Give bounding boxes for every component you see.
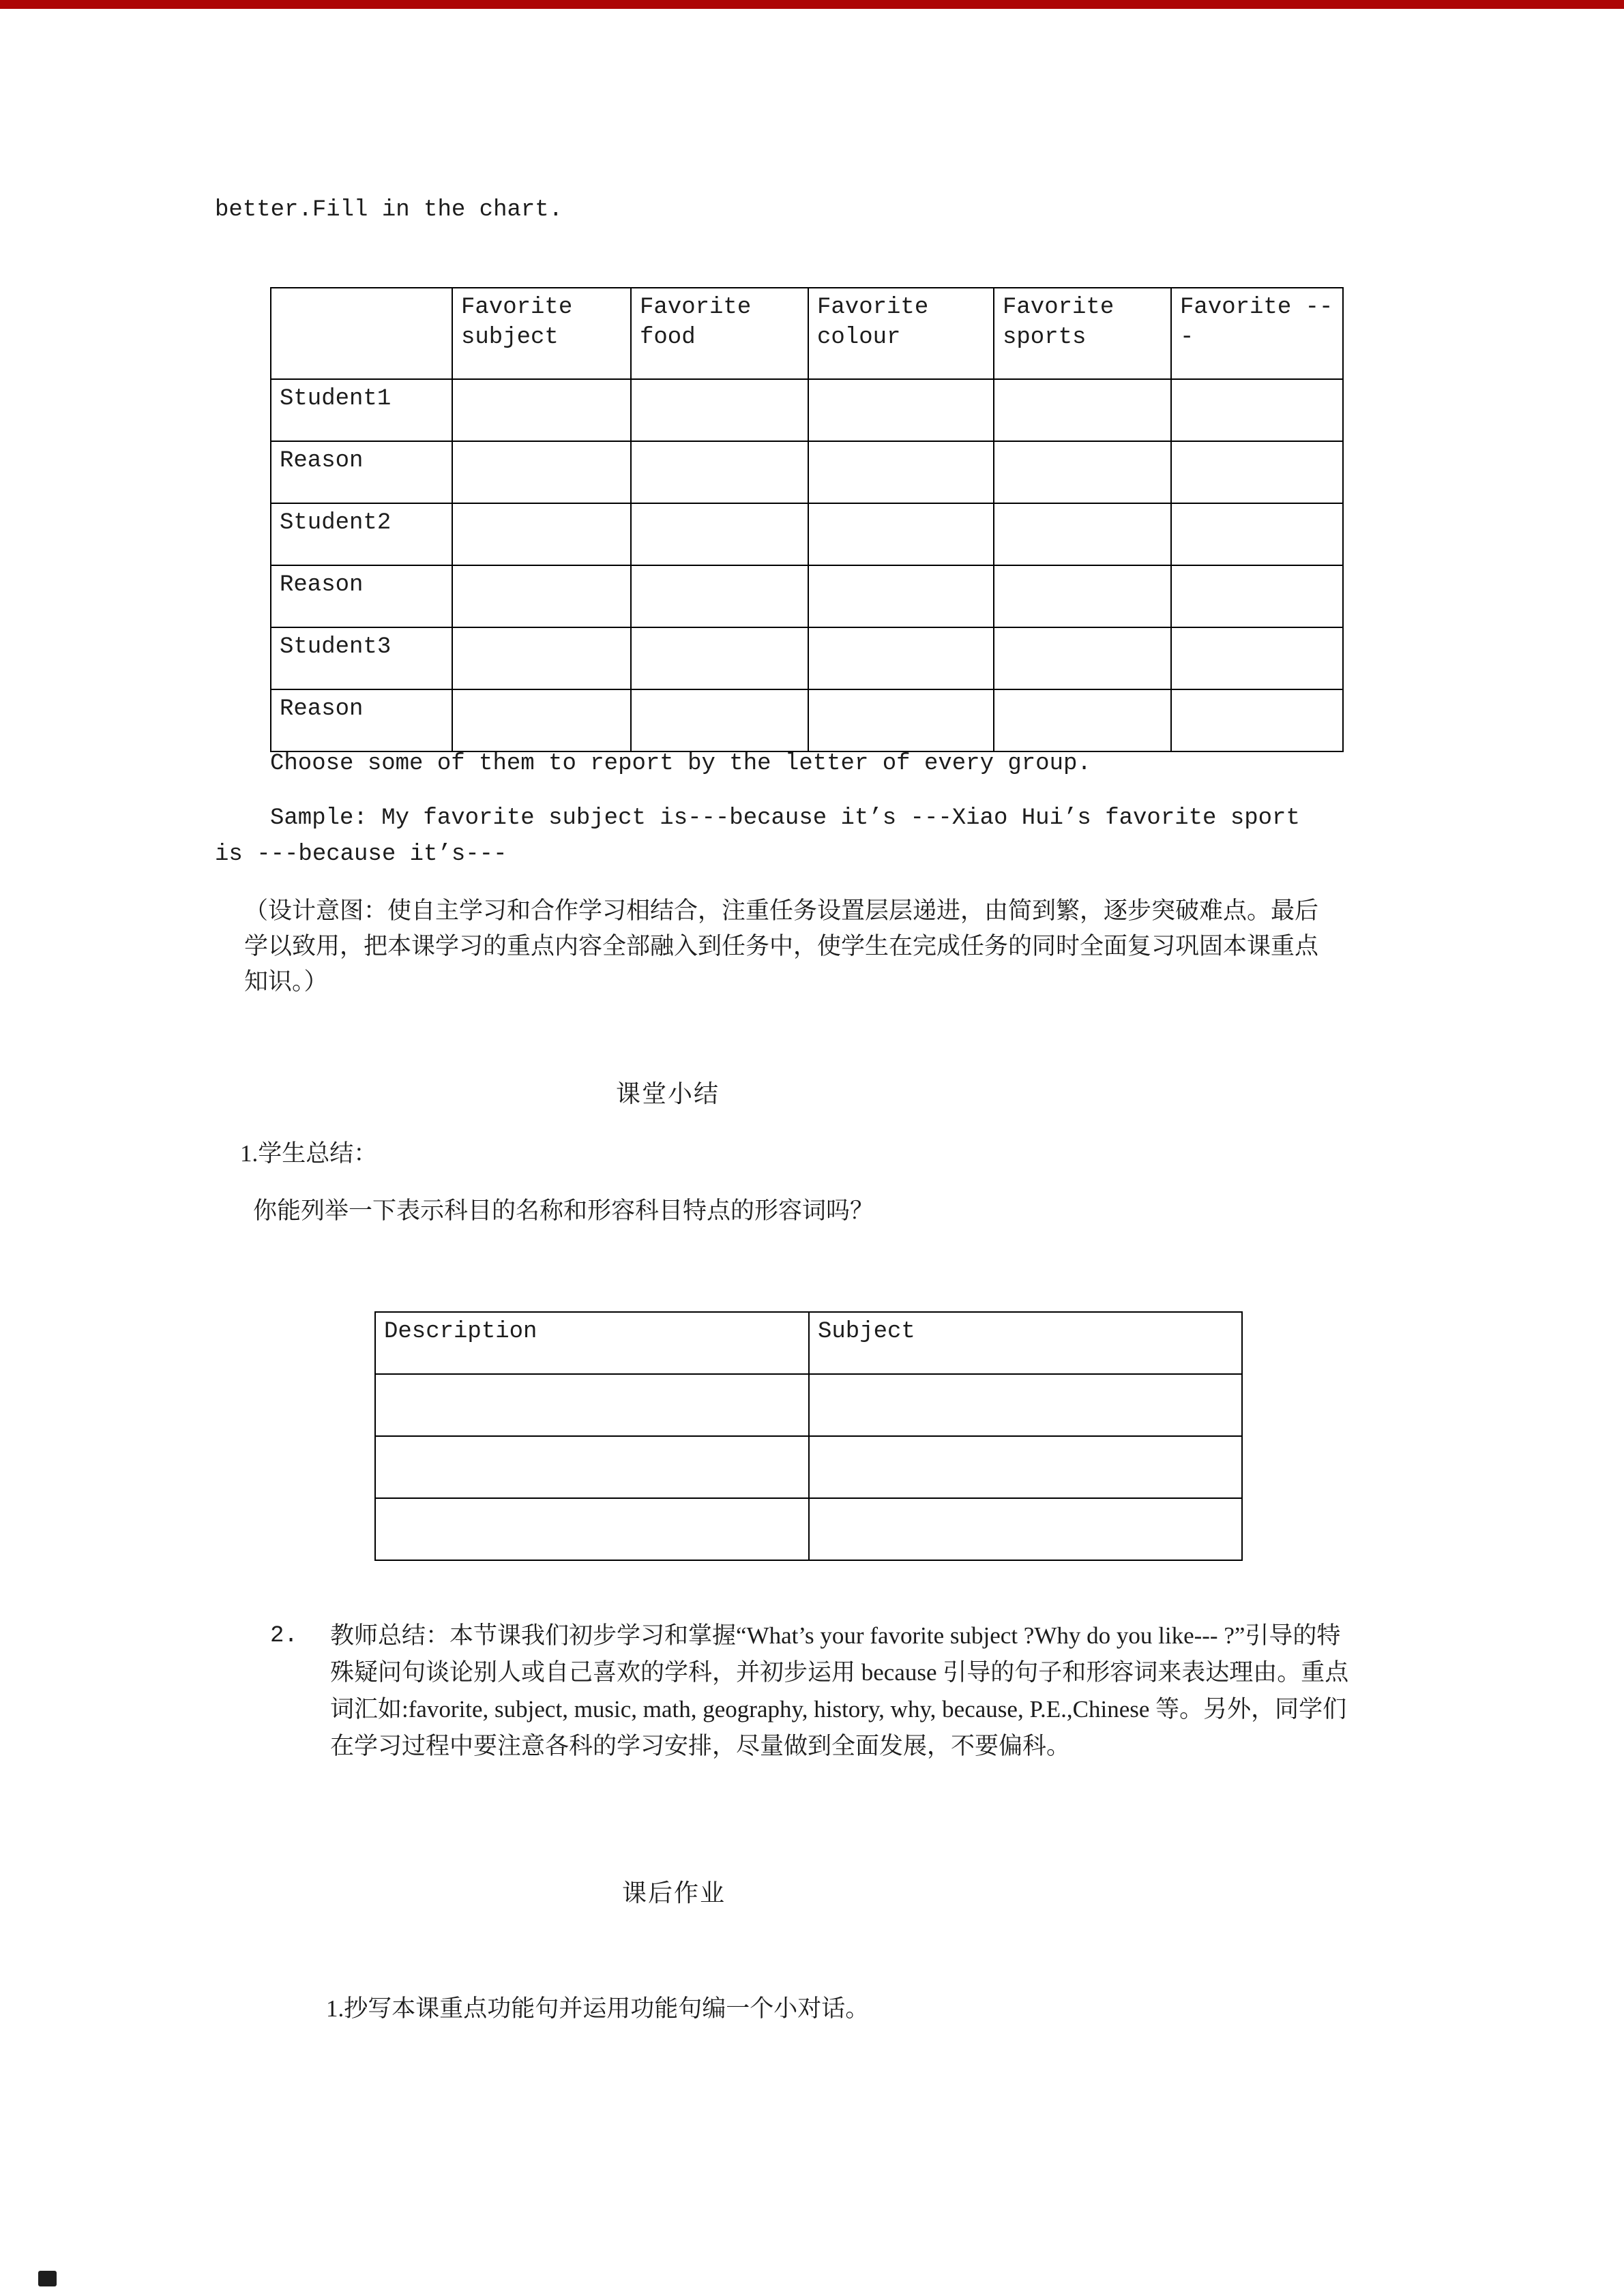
row-label-cell: Reason (271, 689, 452, 751)
chart-table-row-student3 (271, 627, 1343, 689)
header-cell-favorite-sports: Favorite sports (994, 288, 1171, 379)
empty-cell (808, 503, 994, 565)
chart-table-row-reason3 (271, 689, 1343, 751)
description-subject-table (374, 1311, 1243, 1561)
empty-cell (452, 565, 631, 627)
empty-cell (631, 379, 808, 441)
header-cell-subject: Subject (809, 1312, 1242, 1374)
sample-line-1: Sample: My favorite subject is---because it’s ---Xiao Hui’s favorite sport (270, 805, 1300, 831)
empty-cell (809, 1436, 1242, 1498)
empty-cell (631, 689, 808, 751)
header-cell-favorite-other: Favorite --- (1171, 288, 1343, 379)
empty-cell (452, 503, 631, 565)
empty-cell (375, 1498, 809, 1560)
empty-cell (808, 441, 994, 503)
empty-cell (631, 441, 808, 503)
student-summary-label: 1.学生总结： (240, 1140, 378, 1167)
ds-table-row (375, 1436, 1242, 1498)
empty-cell (631, 627, 808, 689)
empty-cell (808, 627, 994, 689)
intro-line: better.Fill in the chart. (215, 197, 563, 223)
class-summary-heading: 课堂小结 (616, 1080, 720, 1107)
empty-cell (1171, 689, 1343, 751)
empty-cell (808, 379, 994, 441)
empty-cell (452, 689, 631, 751)
row-label-cell: Student2 (271, 503, 452, 565)
teacher-summary-item (270, 1617, 1350, 1765)
empty-cell (1171, 503, 1343, 565)
row-label-cell: Reason (271, 441, 452, 503)
empty-cell (994, 689, 1171, 751)
header-cell-favorite-subject: Favorite subject (452, 288, 631, 379)
empty-cell (994, 441, 1171, 503)
empty-cell (1171, 627, 1343, 689)
row-label-cell: Student1 (271, 379, 452, 441)
empty-cell (994, 627, 1171, 689)
chart-table-header-row (271, 288, 1343, 379)
empty-cell (994, 503, 1171, 565)
row-label-cell: Reason (271, 565, 452, 627)
design-intent-note: （设计意图：使自主学习和合作学习相结合，注重任务设置层层递进，由简到繁，逐步突破难点。最后学以致用，把本课学习的重点内容全部融入到任务中，使学生在完成任务的同时全面复习巩固本课重点知识。） (244, 897, 1319, 995)
empty-cell (631, 503, 808, 565)
empty-cell (375, 1374, 809, 1436)
empty-cell (452, 441, 631, 503)
empty-cell (631, 565, 808, 627)
top-accent-bar (0, 0, 1624, 9)
teacher-summary-text: 教师总结：本节课我们初步学习和掌握“What’s your favorite subject ?Why do you like--- ?”引导的特殊疑问句谈论别人或自己喜欢的学科，并初步运用 because 引导的句子和形容词来表达理由。重点词汇如:favorite, subject, music, math, geography, history, why, because, P.E.,Chinese 等。另外，同学们在学习过程中要注意各科的学习安排，尽量做到全面发展，不要偏科。 (330, 1622, 1349, 1759)
header-cell-favorite-colour: Favorite colour (808, 288, 994, 379)
choose-line: Choose some of them to report by the letter of every group. (270, 751, 1091, 777)
header-cell-description: Description (375, 1312, 809, 1374)
header-cell-favorite-food: Favorite food (631, 288, 808, 379)
homework-heading: 课后作业 (622, 1879, 726, 1907)
homework-item-1: 1.抄写本课重点功能句并运用功能句编一个小对话。 (326, 1995, 870, 2022)
row-label-cell: Student3 (271, 627, 452, 689)
chart-table-row-student1 (271, 379, 1343, 441)
empty-cell (809, 1374, 1242, 1436)
sample-line-2: is ---because it’s--- (215, 841, 507, 867)
summary-question: 你能列举一下表示科目的名称和形容科目特点的形容词吗？ (253, 1197, 874, 1224)
chart-table-row-reason2 (271, 565, 1343, 627)
empty-cell (808, 689, 994, 751)
ds-table-row (375, 1374, 1242, 1436)
empty-cell (1171, 565, 1343, 627)
teacher-summary-number: 2. (270, 1623, 298, 1649)
empty-cell (994, 379, 1171, 441)
empty-cell (1171, 441, 1343, 503)
ds-table-row (375, 1498, 1242, 1560)
empty-cell (452, 627, 631, 689)
ds-table-header-row (375, 1312, 1242, 1374)
empty-cell (809, 1498, 1242, 1560)
empty-cell (452, 379, 631, 441)
empty-cell (994, 565, 1171, 627)
fill-chart-table (270, 287, 1344, 752)
empty-cell (808, 565, 994, 627)
empty-cell (1171, 379, 1343, 441)
page-corner-mark (38, 2271, 57, 2286)
empty-cell (375, 1436, 809, 1498)
chart-table-row-reason1 (271, 441, 1343, 503)
chart-table-row-student2 (271, 503, 1343, 565)
header-cell-blank (271, 288, 452, 379)
